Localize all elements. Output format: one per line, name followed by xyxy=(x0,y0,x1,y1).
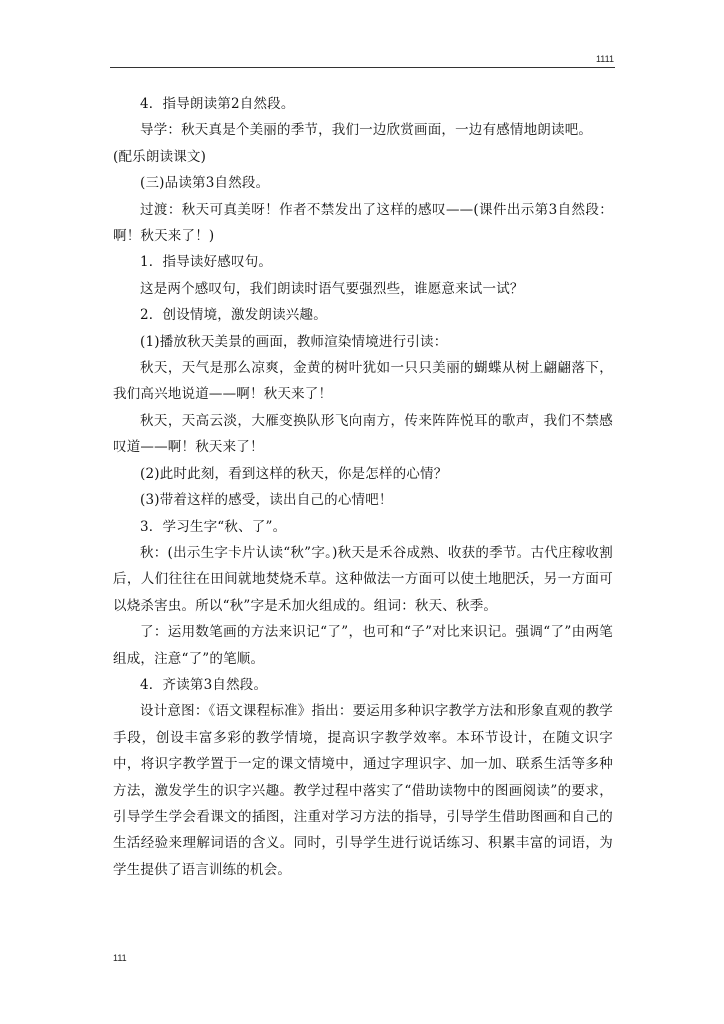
paragraph: 4．指导朗读第2自然段。 xyxy=(140,96,295,112)
header-rule xyxy=(110,67,615,68)
paragraph: 4．齐读第3自然段。 xyxy=(140,676,268,693)
paragraph: 秋：(出示生字卡片认读“秋”字。)秋天是禾谷成熟、收获的季节。古代庄稼收割后，人们往往在田间就地焚烧禾草。这种做法一方面可以使土地肥沃，另一方面可以烧杀害虫。所以“秋”字是禾加火组成的。组词：秋天、秋季。 xyxy=(113,544,613,614)
paragraph: 这是两个感叹句，我们朗读时语气要强烈些，谁愿意来试一试？ xyxy=(140,280,524,297)
paragraph: 3．学习生字“秋、了”。 xyxy=(140,518,287,535)
document-body xyxy=(113,91,613,883)
paragraph: 秋天，天气是那么凉爽，金黄的树叶犹如一只只美丽的蝴蝶从树上翩翩落下，我们高兴地说道——啊！秋天来了！ xyxy=(113,360,613,403)
paragraph: 1．指导读好感叹句。 xyxy=(140,254,273,271)
paragraph: 设计意图：《语文课程标准》指出：要运用多种识字教学方法和形象直观的教学手段，创设丰富多彩的教学情境，提高识字教学效率。本环节设计，在随文识字中，将识字教学置于一定的课文情境中，通过字理识字、加一加、联系生活等多种方法，激发学生的识字兴趣。教学过程中落实了“借助读物中的图画阅读”的要求，引导学生学会看课文的插图，注重对学习方法的指导，引导学生借助图画和自己的生活经验来理解词语的含义。同时，引导学生进行说话练习、积累丰富的词语，为学生提供了语言训练的机会。 xyxy=(113,703,613,878)
paragraph: 过渡：秋天可真美呀！作者不禁发出了这样的感叹——(课件出示第3自然段：啊！秋天来了！) xyxy=(113,201,613,245)
paragraph: 了：运用数笔画的方法来识记“了”，也可和“子”对比来识记。强调“了”由两笔组成，注意“了”的笔顺。 xyxy=(113,624,613,667)
paragraph: 2．创设情境，激发朗读兴趣。 xyxy=(140,307,327,324)
footer-page-number: 111 xyxy=(113,953,127,963)
paragraph: (3)带着这样的感受，读出自己的心情吧！ xyxy=(140,492,393,509)
paragraph: 导学：秋天真是个美丽的季节，我们一边欣赏画面，一边有感情地朗读吧。 xyxy=(140,122,593,139)
paragraph: (配乐朗读课文) xyxy=(113,148,207,165)
header-page-number: 1111 xyxy=(595,54,614,64)
paragraph: (2)此时此刻，看到这样的秋天，你是怎样的心情？ xyxy=(140,465,448,482)
paragraph: (三)品读第3自然段。 xyxy=(140,175,270,192)
paragraph: (1)播放秋天美景的画面，教师渲染情境进行引读： xyxy=(140,333,448,350)
paragraph: 秋天，天高云淡，大雁变换队形飞向南方，传来阵阵悦耳的歌声，我们不禁感叹道——啊！秋天来了！ xyxy=(113,412,613,456)
